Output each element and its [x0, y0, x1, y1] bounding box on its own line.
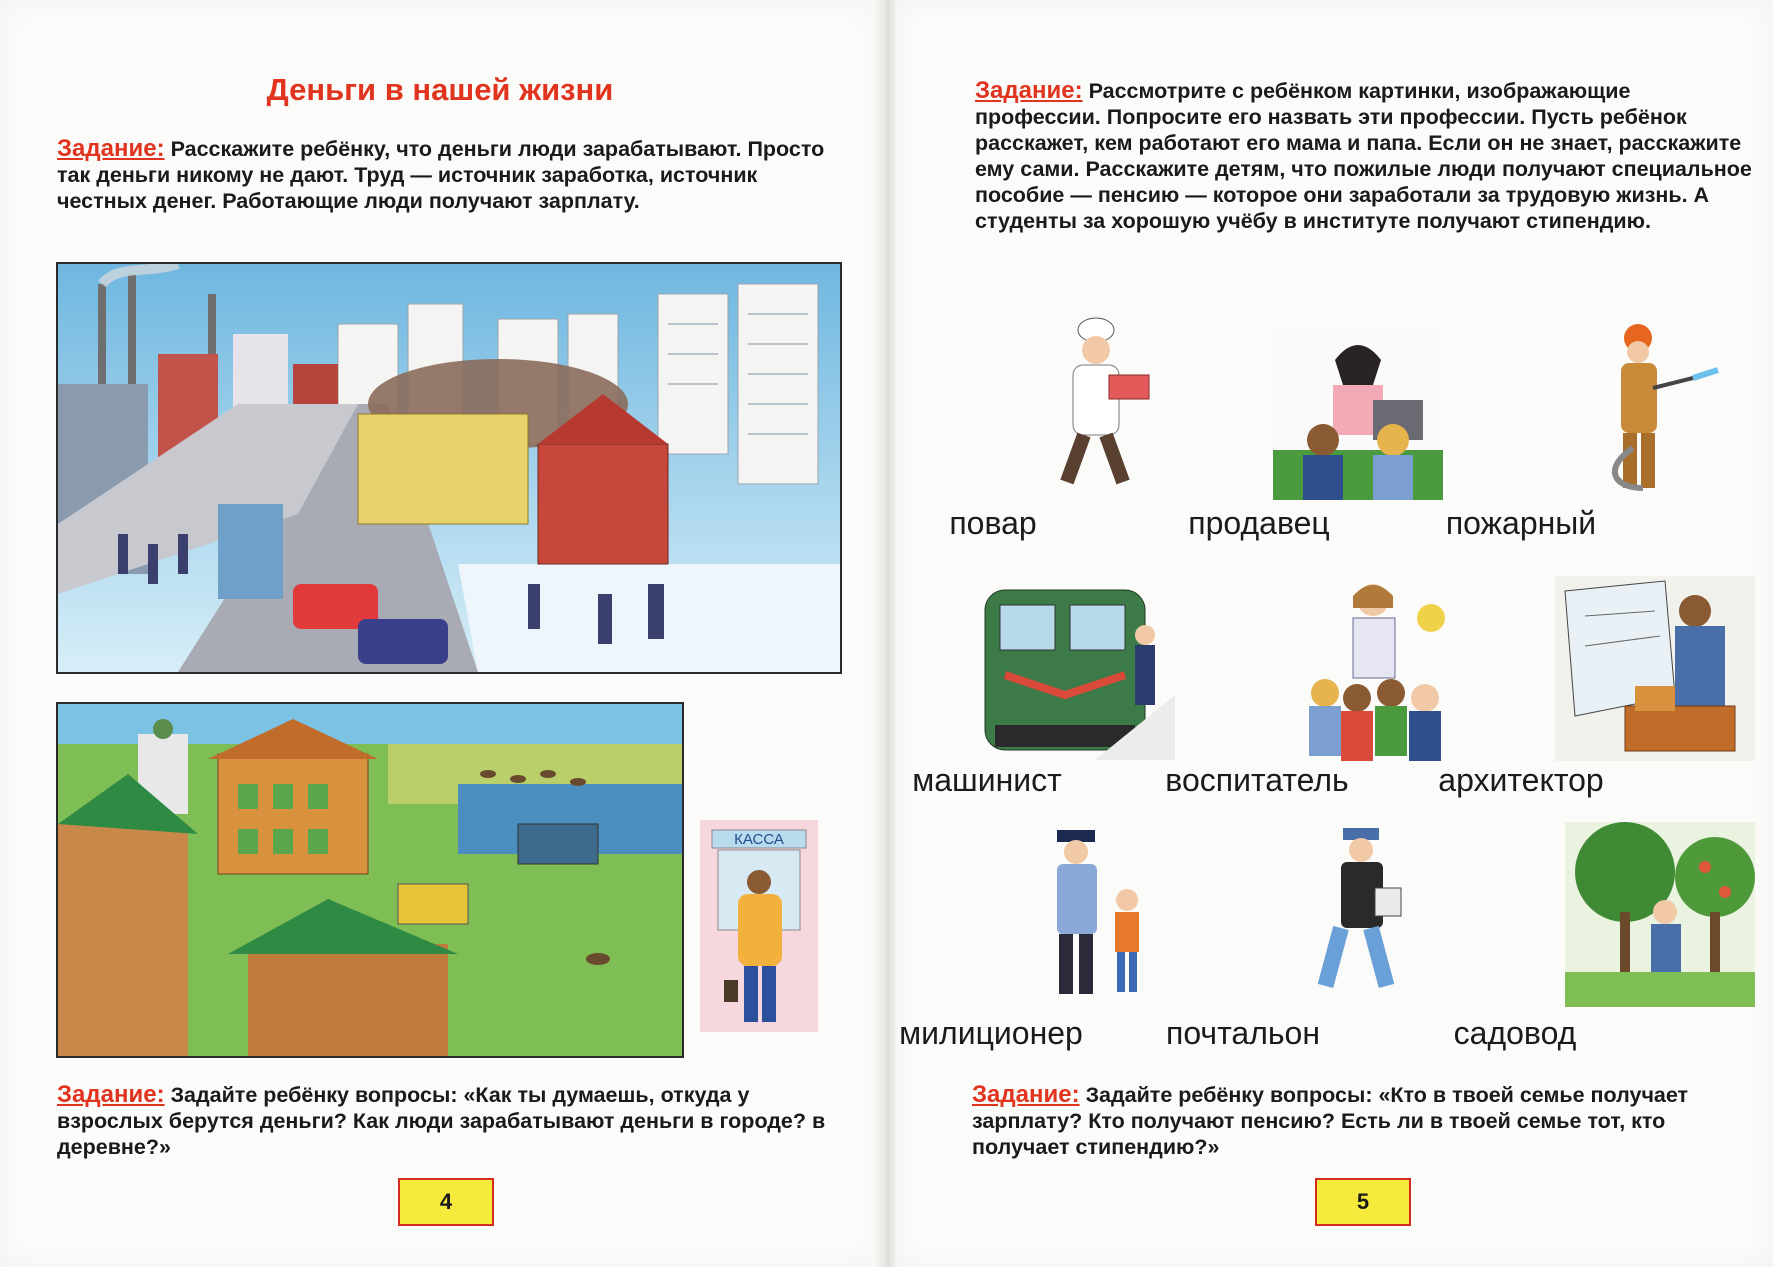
left-page	[0, 0, 880, 1267]
page-number: 4	[398, 1178, 494, 1226]
task-text: Рассмотрите с ребёнком картинки, изображающие профессии. Попросите его назвать эти профессии. Пусть ребёнок расскажет, кем работают его мама и папа. Если он не знает, расскажите ему сами. Расскажите детям, что пожилые люди получают специальное пособие — пенсию — которое они заработали за трудовую жизнь. А студенты за хорошую учёбу в институте получают стипендию.	[975, 79, 1752, 233]
village-illustration	[56, 702, 684, 1058]
profession-label: архитектор	[1438, 762, 1604, 798]
task-label: Задание:	[972, 1081, 1080, 1108]
task-professions	[975, 78, 1755, 234]
profession-label: продавец	[1188, 505, 1330, 541]
right-page	[895, 0, 1773, 1267]
profession-label: машинист	[912, 762, 1062, 798]
teacher-icon	[1295, 578, 1455, 763]
firefighter-icon	[1593, 318, 1723, 498]
page-number: 5	[1315, 1178, 1411, 1226]
postman-icon	[1305, 828, 1425, 1003]
kassa-illustration	[700, 820, 818, 1032]
task-questions-right	[972, 1082, 1752, 1160]
profession-label: повар	[949, 505, 1037, 541]
task-text: Расскажите ребёнку, что деньги люди зарабатывают. Просто так деньги никому не дают. Труд — источник заработка, источник честных денег. Работающие люди получают зарплату.	[57, 137, 825, 213]
task-questions-left	[57, 1082, 837, 1160]
gardener-icon	[1565, 822, 1755, 1007]
profession-label: почтальон	[1166, 1015, 1320, 1051]
task-money-earned	[57, 136, 837, 214]
task-label: Задание:	[975, 77, 1083, 104]
architect-icon	[1555, 576, 1755, 761]
city-illustration	[56, 262, 842, 674]
seller-icon	[1273, 330, 1443, 500]
task-text: Задайте ребёнку вопросы: «Кто в твоей семье получает зарплату? Кто получают пенсию? Есть ли в твоей семье тот, кто получает стипендию?»	[972, 1083, 1689, 1159]
profession-label: пожарный	[1445, 505, 1597, 541]
profession-label: воспитатель	[1165, 762, 1349, 798]
profession-label: садовод	[1453, 1015, 1577, 1051]
task-text: Задайте ребёнку вопросы: «Как ты думаешь, откуда у взрослых берутся деньги? Как люди зарабатывают деньги в городе? в деревне?»	[57, 1083, 826, 1159]
cook-icon	[1041, 310, 1161, 500]
page-title: Деньги в нашей жизни	[266, 72, 614, 107]
profession-label: милиционер	[899, 1015, 1083, 1051]
task-label: Задание:	[57, 135, 165, 162]
kassa-sign: КАССА	[734, 831, 784, 848]
police-icon	[1045, 830, 1165, 1005]
task-label: Задание:	[57, 1081, 165, 1108]
train-driver-icon	[975, 575, 1175, 760]
